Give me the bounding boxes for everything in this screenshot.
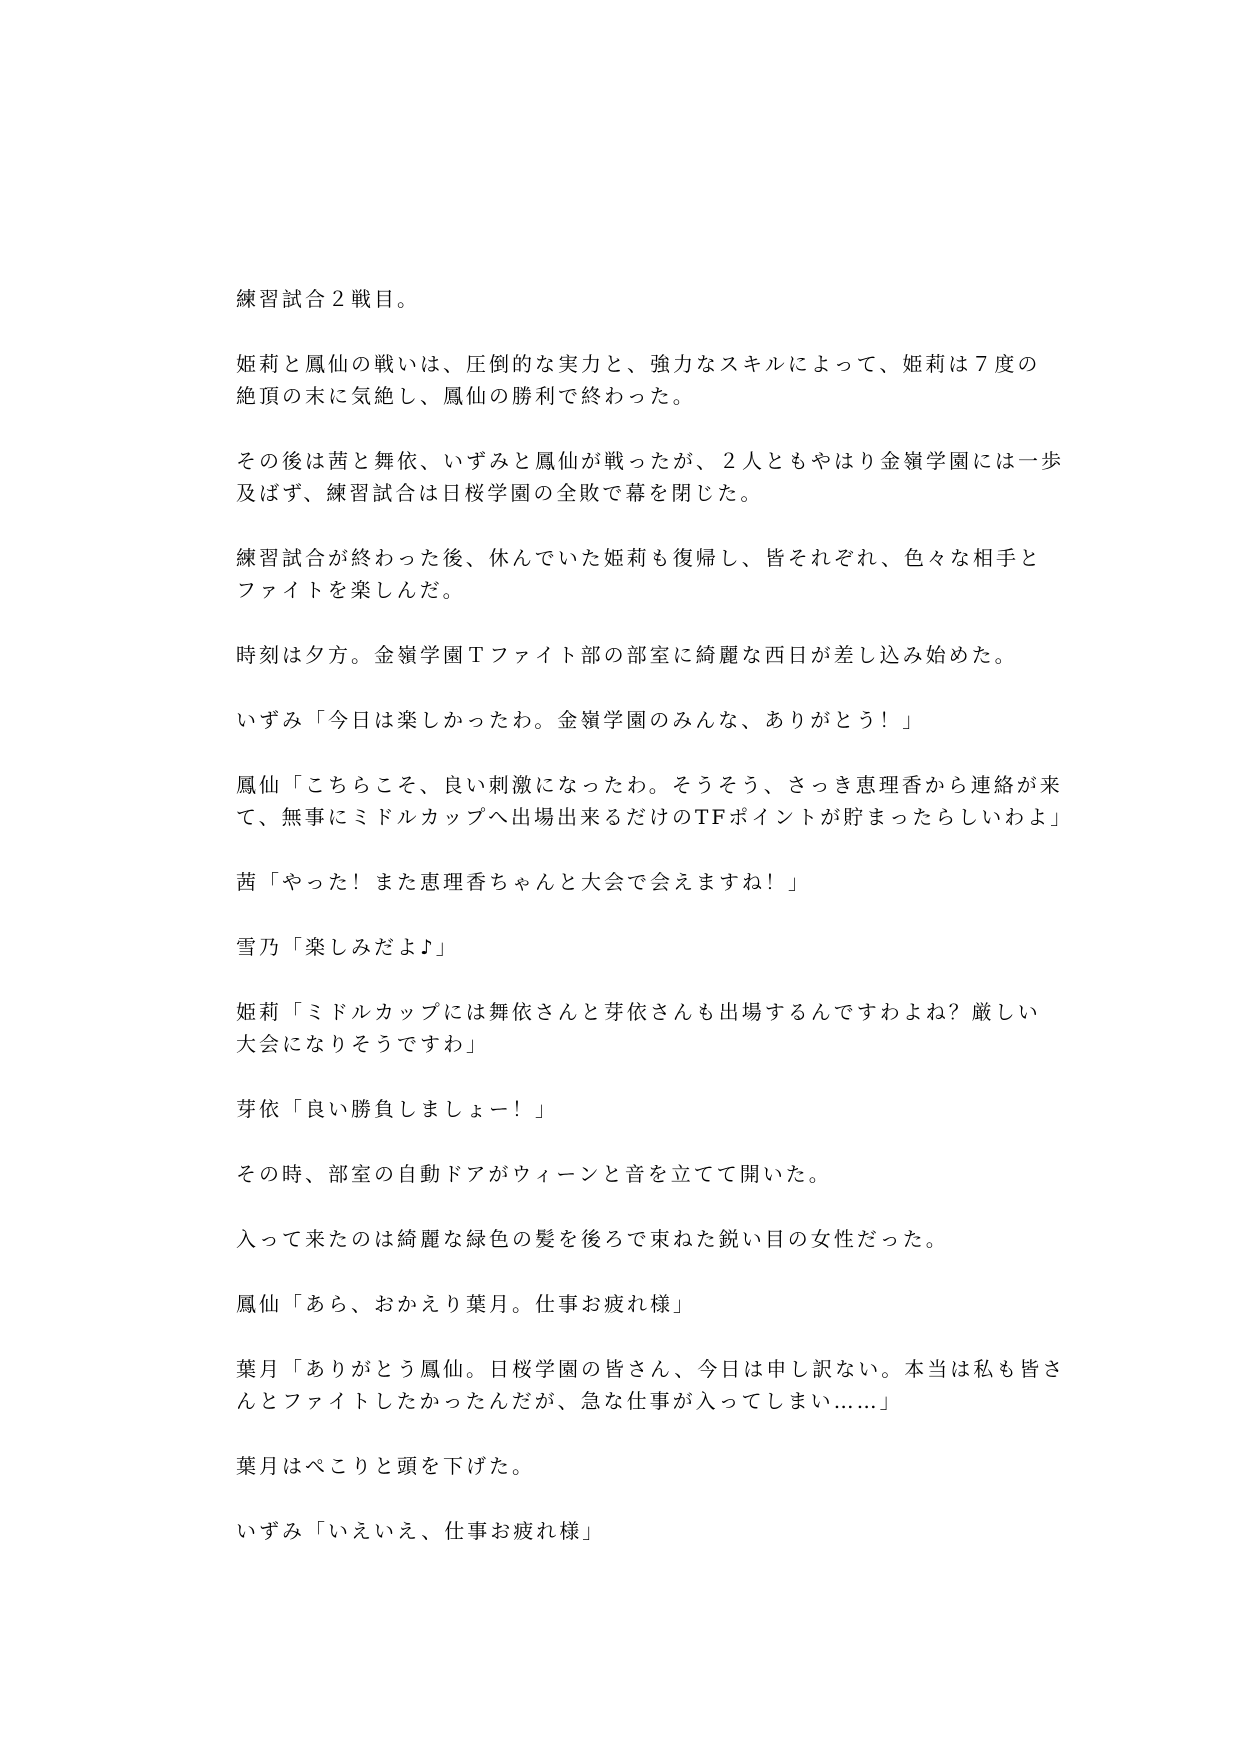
text-line: 練習試合が終わった後、休んでいた姫莉も復帰し、皆それぞれ、色々な相手と [236, 546, 1042, 570]
document-body [236, 283, 1074, 1580]
paragraph [236, 1093, 1026, 1125]
paragraph [236, 1158, 1026, 1190]
text-line: ファイトを楽しんだ。 [236, 578, 466, 602]
text-line: 練習試合２戦目。 [236, 287, 420, 311]
paragraph [236, 1223, 1026, 1255]
paragraph [236, 1450, 1026, 1482]
paragraph [236, 348, 1041, 412]
text-line: 入って来たのは綺麗な緑色の髪を後ろで束ねた鋭い目の女性だった。 [236, 1227, 949, 1251]
text-line: いずみ「いえいえ、仕事お疲れ様」 [236, 1519, 606, 1543]
paragraph [236, 769, 1074, 833]
text-line: その時、部室の自動ドアがウィーンと音を立てて開いた。 [236, 1162, 832, 1186]
text-line: 時刻は夕方。金嶺学園Ｔファイト部の部室に綺麗な西日が差し込み始めた。 [236, 643, 1018, 667]
paragraph [236, 996, 1041, 1060]
paragraph [236, 1288, 1026, 1320]
text-line: 大会になりそうですわ」 [236, 1032, 489, 1056]
text-line: その後は茜と舞依、いずみと鳳仙が戦ったが、２人ともやはり金嶺学園には一歩 [236, 449, 1064, 473]
text-line: 雪乃「楽しみだよ♪」 [236, 935, 459, 959]
text-line: 葉月はぺこりと頭を下げた。 [236, 1454, 535, 1478]
paragraph [236, 704, 1026, 736]
paragraph [236, 283, 1026, 315]
paragraph [236, 931, 1026, 963]
text-line: 及ばず、練習試合は日桜学園の全敗で幕を閉じた。 [236, 481, 764, 505]
paragraph [236, 1515, 1026, 1547]
text-line: 絶頂の末に気絶し、鳳仙の勝利で終わった。 [236, 384, 696, 408]
paragraph [236, 866, 1026, 898]
text-line: 鳳仙「こちらこそ、良い刺激になったわ。そうそう、さっき恵理香から連絡が来 [236, 773, 1063, 797]
text-line: んとファイトしたかったんだが、急な仕事が入ってしまい……」 [236, 1389, 903, 1413]
text-line: 姫莉と鳳仙の戦いは、圧倒的な実力と、強力なスキルによって、姫莉は７度の [236, 352, 1041, 376]
text-line: 茜「やった！また恵理香ちゃんと大会で会えますね！」 [236, 870, 811, 894]
text-line: 芽依「良い勝負しましょー！」 [236, 1097, 558, 1121]
text-line: 葉月「ありがとう鳳仙。日桜学園の皆さん、今日は申し訳ない。本当は私も皆さ [236, 1357, 1066, 1381]
text-line: 姫莉「ミドルカップには舞依さんと芽依さんも出場するんですわよね？厳しい [236, 1000, 1041, 1024]
text-line: いずみ「今日は楽しかったわ。金嶺学園のみんな、ありがとう！」 [236, 708, 926, 732]
paragraph [236, 542, 1042, 606]
paragraph [236, 1353, 1066, 1417]
paragraph [236, 639, 1026, 671]
text-line: て、無事にミドルカップへ出場出来るだけのTFポイントが貯まったらしいわよ」 [236, 805, 1074, 829]
text-line: 鳳仙「あら、おかえり葉月。仕事お疲れ様」 [236, 1292, 696, 1316]
paragraph [236, 445, 1064, 509]
